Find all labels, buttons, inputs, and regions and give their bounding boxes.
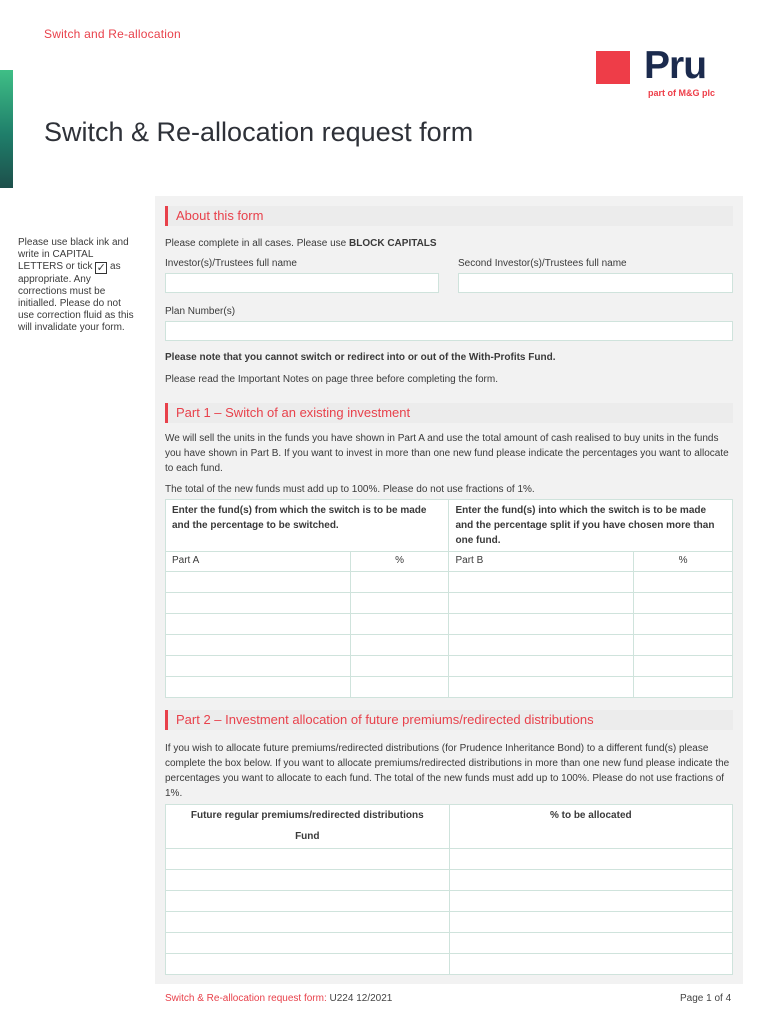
fund-header: Fund [295,831,320,842]
table-row [166,677,733,698]
percent-allocated-header: % to be allocated [449,805,732,849]
table-row [166,656,733,677]
accent-bar [0,70,13,188]
part-a-percent-cell[interactable] [350,614,449,635]
sidebar-note-line1: Please use black ink and write in CAPITAL LETTERS or tick [18,237,129,272]
part2-paragraph: If you wish to allocate future premiums/redirected distributions (for Prudence Inheritance Bond) to a different fund(s) please complete the box below. If you want to allocate premiums/redirected distributions in more than one new fund please indicate the percentages you want to allocate to each fund. The total of the new funds must add up to 100%. Please do not use fractions of 1%. [165,743,730,799]
part-a-instruction: Enter the fund(s) from which the switch is to be made and the percentage to be switched. [166,500,449,552]
investor-name-field[interactable] [165,273,439,293]
table-row [166,593,733,614]
part-b-percent-header: % [634,552,733,572]
table-row [166,614,733,635]
part-b-percent-cell[interactable] [634,572,733,593]
part-b-instruction: Enter the fund(s) into which the switch is to be made and the percentage split if you have chosen more than one fund. [449,500,733,552]
part-a-fund-cell[interactable] [166,677,351,698]
allocation-percent-cell[interactable] [449,954,732,975]
page-title: Switch & Re-allocation request form [44,117,474,147]
plan-number-field[interactable] [165,321,733,341]
important-notes-reference: Please read the Important Notes on page three before completing the form. [165,374,498,385]
part-a-fund-cell[interactable] [166,572,351,593]
allocation-table [165,804,733,975]
allocation-percent-cell[interactable] [449,870,732,891]
allocation-fund-cell[interactable] [166,891,450,912]
part-b-fund-cell[interactable] [449,656,634,677]
sidebar-instructions [18,237,138,334]
part-a-percent-cell[interactable] [350,656,449,677]
allocation-percent-cell[interactable] [449,912,732,933]
table-row [166,870,733,891]
table-row [166,933,733,954]
part-b-percent-cell[interactable] [634,635,733,656]
allocation-fund-cell[interactable] [166,954,450,975]
page-number: Page 1 of 4 [680,993,732,1004]
part-a-percent-cell[interactable] [350,635,449,656]
future-premiums-header-line1: Future regular premiums/redirected distributions [190,810,424,821]
footer-form-title: Switch & Re-allocation request form: [165,993,327,1004]
part-a-percent-cell[interactable] [350,572,449,593]
part-b-fund-cell[interactable] [449,593,634,614]
part-a-percent-header: % [350,552,449,572]
part-b-percent-cell[interactable] [634,656,733,677]
part-a-percent-cell[interactable] [350,593,449,614]
table-row [166,891,733,912]
future-premiums-fund-header [166,805,450,849]
allocation-percent-cell[interactable] [449,891,732,912]
table-row [166,849,733,870]
table-row [166,635,733,656]
section-heading-about: About this form [165,206,733,226]
about-intro-bold: BLOCK CAPITALS [349,238,437,249]
investor-name-label: Investor(s)/Trustees full name [165,258,297,269]
switch-table [165,499,733,698]
logo-wordmark: Pru [644,44,707,87]
part-a-percent-cell[interactable] [350,677,449,698]
section-heading-part2: Part 2 – Investment allocation of future premiums/redirected distributions [165,710,733,730]
table-row [166,954,733,975]
section-heading-part1: Part 1 – Switch of an existing investment [165,403,733,423]
allocation-percent-cell[interactable] [449,933,732,954]
part-b-fund-cell[interactable] [449,677,634,698]
sidebar-note-line2: as appropriate. Any corrections must be initialled. Please do not use correction fluid as this will invalidate your form. [18,261,134,333]
allocation-fund-cell[interactable] [166,933,450,954]
about-intro-text: Please complete in all cases. Please use [165,238,349,249]
part-a-fund-cell[interactable] [166,656,351,677]
footer-form-name [165,993,392,1004]
part-a-header: Part A [166,552,351,572]
allocation-fund-cell[interactable] [166,849,450,870]
part-b-fund-cell[interactable] [449,572,634,593]
tick-box-icon: ✓ [96,262,106,274]
plan-number-label: Plan Number(s) [165,306,236,317]
logo-square-icon [596,51,630,84]
part-a-fund-cell[interactable] [166,614,351,635]
second-investor-name-label: Second Investor(s)/Trustees full name [458,258,627,269]
document-label: Switch and Re-allocation [44,27,181,41]
part-b-fund-cell[interactable] [449,614,634,635]
pru-logo [596,44,721,100]
allocation-fund-cell[interactable] [166,870,450,891]
allocation-percent-cell[interactable] [449,849,732,870]
part-a-fund-cell[interactable] [166,635,351,656]
with-profits-note: Please note that you cannot switch or redirect into or out of the With-Profits Fund. [165,352,556,363]
logo-tagline: part of M&G plc [648,88,715,98]
table-row [166,912,733,933]
table-row [166,572,733,593]
part-b-fund-cell[interactable] [449,635,634,656]
part-b-header: Part B [449,552,634,572]
about-intro [165,236,733,251]
second-investor-name-field[interactable] [458,273,733,293]
part-b-percent-cell[interactable] [634,614,733,635]
part-a-fund-cell[interactable] [166,593,351,614]
part1-paragraph: We will sell the units in the funds you have shown in Part A and use the total amount of cash realised to buy units in the funds you have shown in Part B. If you want to invest in more than one new fund please indicate the percentages you want to allocate to each fund. [165,433,729,474]
part-b-percent-cell[interactable] [634,593,733,614]
allocation-fund-cell[interactable] [166,912,450,933]
footer-form-code: U224 12/2021 [326,993,393,1004]
part1-total-note: The total of the new funds must add up to 100%. Please do not use fractions of 1%. [165,484,535,495]
part-b-percent-cell[interactable] [634,677,733,698]
